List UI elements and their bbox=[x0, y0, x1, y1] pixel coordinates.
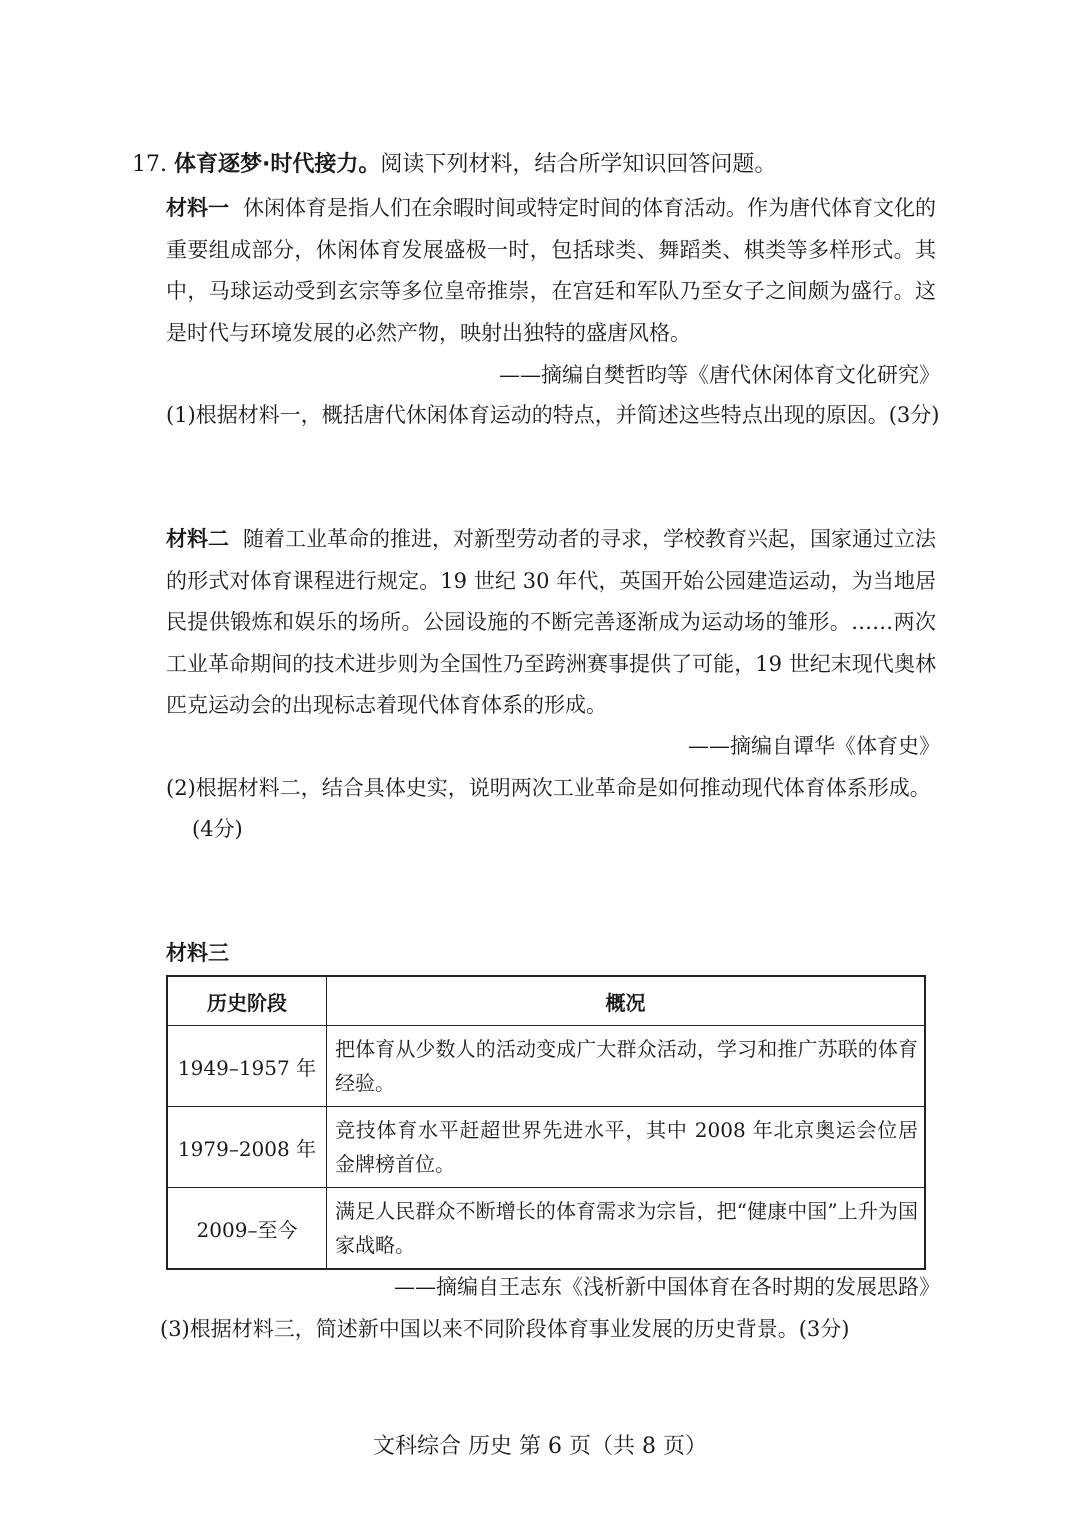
material-1-text: 休闲体育是指人们在余暇时间或特定时间的体育活动。作为唐代体育文化的重要组成部分，休闲体育发展盛极一时，包括球类、舞蹈类、棋类等多样形式。其中，马球运动受到玄宗等多位皇帝推崇，在宫廷和军队乃至女子之间颇为盛行。这是时代与环境发展的必然产物，映射出独特的盛唐风格。 bbox=[166, 196, 936, 345]
material-1 bbox=[166, 188, 936, 354]
row-desc: 满足人民群众不断增长的体育需求为宗旨，把“健康中国”上升为国家战略。 bbox=[327, 1188, 926, 1270]
table-header-row bbox=[167, 976, 925, 1026]
table-row bbox=[167, 1107, 925, 1188]
table-row bbox=[167, 1026, 925, 1107]
row-period: 1979–2008 年 bbox=[167, 1107, 327, 1188]
material-2-label: 材料二 bbox=[166, 527, 229, 551]
material-1-label: 材料一 bbox=[166, 196, 229, 220]
question-2: (2)根据材料二，结合具体史实，说明两次工业革命是如何推动现代体育体系形成。 bbox=[166, 776, 931, 800]
row-desc: 竞技体育水平赶超世界先进水平，其中 2008 年北京奥运会位居金牌榜首位。 bbox=[327, 1107, 926, 1188]
question-3: (3)根据材料三，简述新中国以来不同阶段体育事业发展的历史背景。(3分) bbox=[160, 1317, 850, 1341]
table-row bbox=[167, 1188, 925, 1270]
material-1-source: ——摘编自樊哲昀等《唐代休闲体育文化研究》 bbox=[499, 363, 940, 387]
question-number: 17. bbox=[132, 152, 167, 177]
material-3-source: ——摘编自王志东《浅析新中国体育在各时期的发展思路》 bbox=[394, 1275, 940, 1299]
question-header bbox=[132, 148, 776, 182]
material-2-source: ——摘编自谭华《体育史》 bbox=[688, 734, 940, 758]
question-2-score: (4分) bbox=[192, 817, 243, 841]
row-period: 1949–1957 年 bbox=[167, 1026, 327, 1107]
question-theme: 体育逐梦·时代接力。 bbox=[174, 152, 381, 177]
history-table bbox=[166, 975, 926, 1270]
question-instruction: 阅读下列材料，结合所学知识回答问题。 bbox=[380, 152, 777, 177]
header-overview: 概况 bbox=[327, 976, 926, 1026]
row-period: 2009–至今 bbox=[167, 1188, 327, 1270]
header-period: 历史阶段 bbox=[167, 976, 327, 1026]
question-1: (1)根据材料一，概括唐代休闲体育运动的特点，并简述这些特点出现的原因。(3分) bbox=[166, 403, 940, 427]
row-desc: 把体育从少数人的活动变成广大群众活动，学习和推广苏联的体育经验。 bbox=[327, 1026, 926, 1107]
material-3-label: 材料三 bbox=[166, 941, 229, 965]
material-2-text: 随着工业革命的推进，对新型劳动者的寻求，学校教育兴起，国家通过立法的形式对体育课程进行规定。19 世纪 30 年代，英国开始公园建造运动，为当地居民提供锻炼和娱乐的场所。公园设施的不断完善逐渐成为运动场的雏形。……两次工业革命期间的技术进步则为全国性乃至跨洲赛事提供了可能，19 世纪末现代奥林匹克运动会的出现标志着现代体育体系的形成。 bbox=[166, 527, 936, 717]
material-2 bbox=[166, 519, 936, 727]
page-footer: 文科综合 历史 第 6 页（共 8 页） bbox=[373, 1434, 707, 1459]
